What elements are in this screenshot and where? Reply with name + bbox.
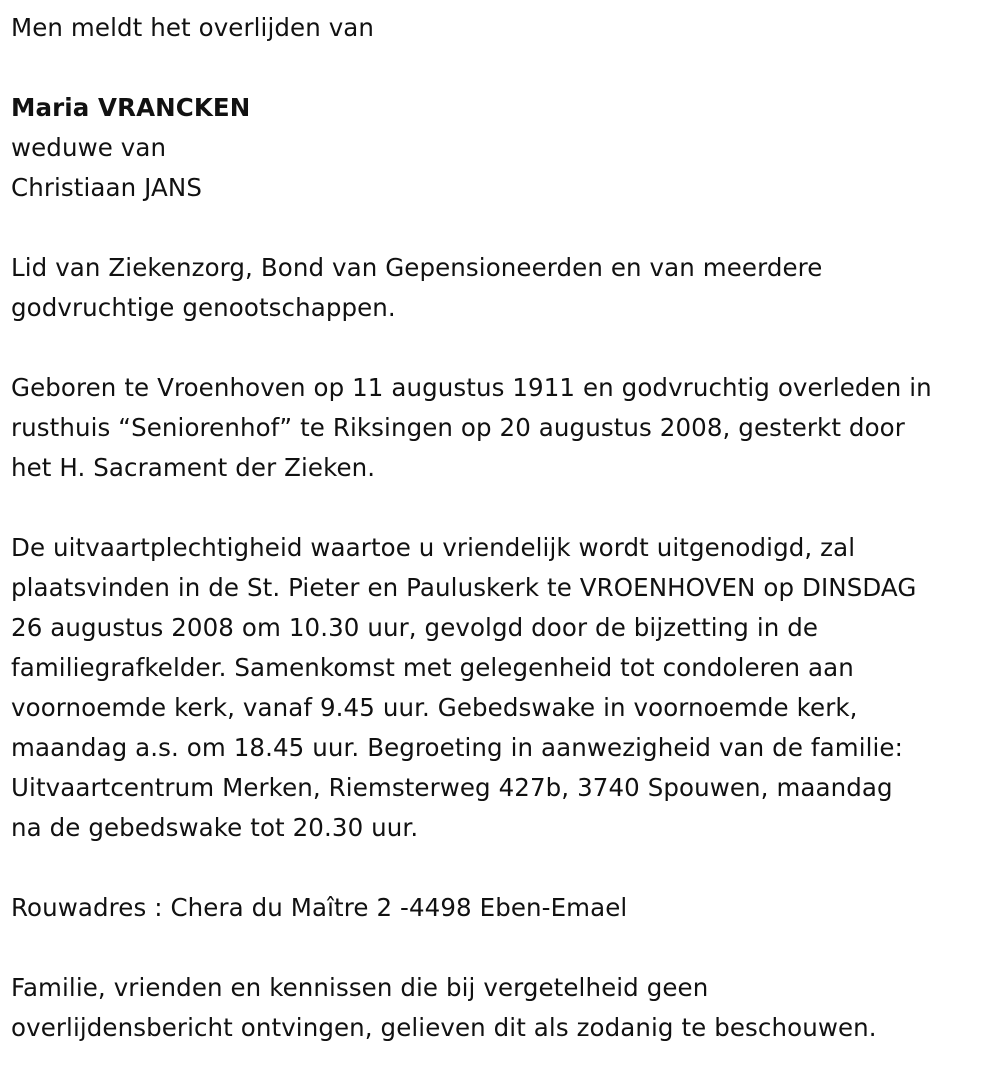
paragraph-line: familiegrafkelder. Samenkomst met gelegenheid tot condoleren aan: [11, 653, 854, 682]
paragraph-line: plaatsvinden in de St. Pieter en Pauluskerk te VROENHOVEN op DINSDAG: [11, 573, 917, 602]
memberships-paragraph: [11, 248, 991, 328]
spacer: [11, 488, 991, 528]
intro-text: Men meldt het overlijden van: [11, 13, 375, 42]
relation-text: weduwe van: [11, 133, 167, 162]
paragraph-line: Geboren te Vroenhoven op 11 augustus 1911 en godvruchtig overleden in: [11, 373, 932, 402]
mourning-address: Rouwadres : Chera du Maître 2 -4498 Eben-Emael: [11, 893, 628, 922]
spouse-name: Christiaan JANS: [11, 173, 202, 202]
paragraph-line: Uitvaartcentrum Merken, Riemsterweg 427b, 3740 Spouwen, maandag: [11, 773, 893, 802]
paragraph-line: overlijdensbericht ontvingen, gelieven dit als zodanig te beschouwen.: [11, 1013, 877, 1042]
paragraph-line: Lid van Ziekenzorg, Bond van Gepensioneerden en van meerdere: [11, 253, 823, 282]
paragraph-line: het H. Sacrament der Zieken.: [11, 453, 376, 482]
spacer: [11, 928, 991, 968]
paragraph-line: De uitvaartplechtigheid waartoe u vriendelijk wordt uitgenodigd, zal: [11, 533, 856, 562]
funeral-paragraph: [11, 528, 991, 848]
paragraph-line: rusthuis “Seniorenhof” te Riksingen op 20 augustus 2008, gesterkt door: [11, 413, 905, 442]
spacer: [11, 328, 991, 368]
closing-paragraph: [11, 968, 991, 1048]
paragraph-line: maandag a.s. om 18.45 uur. Begroeting in aanwezigheid van de familie:: [11, 733, 903, 762]
spacer: [11, 208, 991, 248]
spacer: [11, 848, 991, 888]
paragraph-line: godvruchtige genootschappen.: [11, 293, 396, 322]
paragraph-line: na de gebedswake tot 20.30 uur.: [11, 813, 419, 842]
spacer: [11, 48, 991, 88]
paragraph-line: Familie, vrienden en kennissen die bij vergetelheid geen: [11, 973, 709, 1002]
birth-death-paragraph: [11, 368, 991, 488]
deceased-name: Maria VRANCKEN: [11, 93, 251, 122]
paragraph-line: 26 augustus 2008 om 10.30 uur, gevolgd door de bijzetting in de: [11, 613, 819, 642]
paragraph-line: voornoemde kerk, vanaf 9.45 uur. Gebedswake in voornoemde kerk,: [11, 693, 858, 722]
